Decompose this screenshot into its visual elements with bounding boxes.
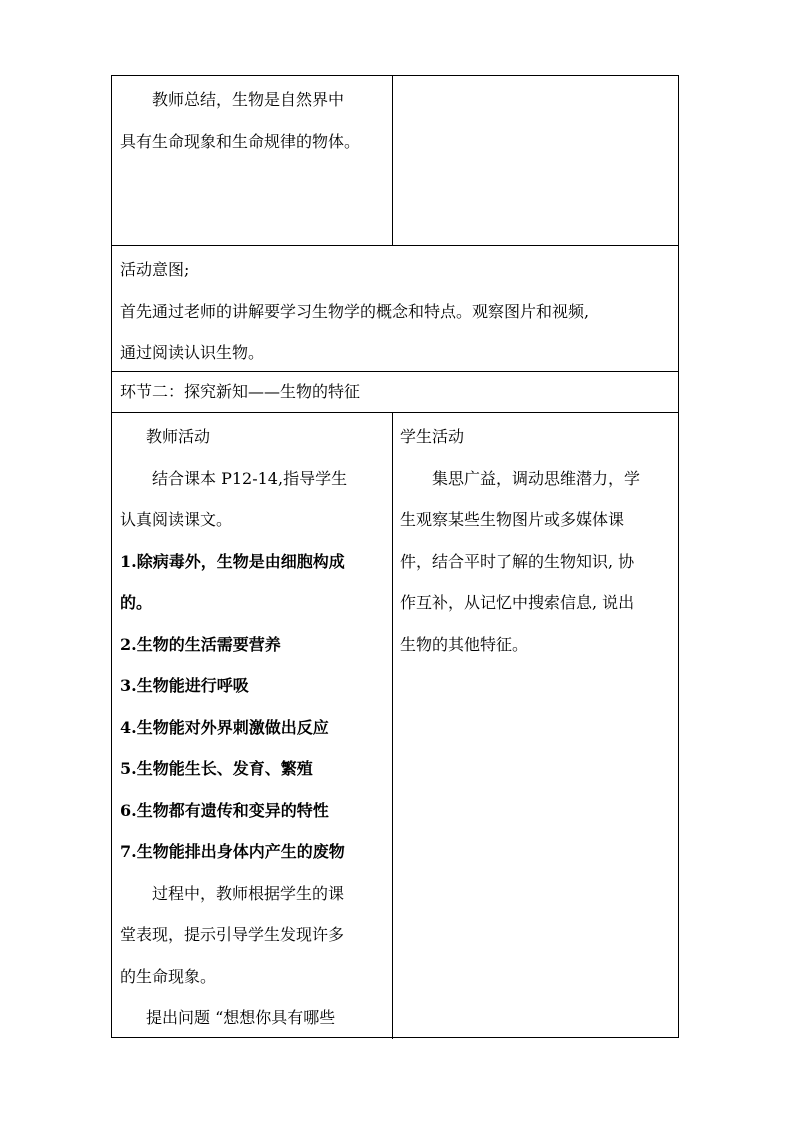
teacher-activity-cell (120, 416, 392, 1039)
feature-line-6: 5.生物能生长、发育、繁殖 (120, 759, 313, 778)
student-line-3: 件，结合平时了解的生物知识, 协 (400, 551, 635, 571)
summary-line-2: 具有生命现象和生命规律的物体。 (120, 131, 361, 151)
question-line: 提出问题 “想想你具有哪些 (146, 1008, 336, 1027)
student-line-2: 生观察某些生物图片或多媒体课 (400, 510, 625, 529)
feature-line-4: 3.生物能进行呼吸 (120, 676, 249, 695)
section2-header-cell (120, 373, 675, 411)
student-activity-cell (400, 416, 675, 665)
student-line-1: 集思广益，调动思维潜力，学 (432, 468, 641, 488)
intent-title: 活动意图; (120, 260, 190, 279)
intent-line-1: 首先通过老师的讲解要学习生物学的概念和特点。观察图片和视频, (120, 301, 590, 321)
teacher-intro-line-1: 结合课本 P12-14,指导学生 (152, 468, 348, 488)
process-line-2: 堂表现，提示引导学生发现许多 (120, 925, 345, 944)
feature-line-7: 6.生物都有遗传和变异的特性 (120, 800, 329, 820)
feature-line-5: 4.生物能对外界刺激做出反应 (120, 717, 329, 737)
feature-line-1: 1.除病毒外，生物是由细胞构成 (120, 551, 345, 571)
row-divider-3 (112, 412, 678, 413)
row-divider-1 (112, 245, 678, 246)
summary-line-1: 教师总结，生物是自然界中 (152, 90, 345, 109)
feature-line-8: 7.生物能排出身体内产生的废物 (120, 842, 345, 861)
feature-line-2: 的。 (120, 593, 153, 612)
column-divider-top (392, 76, 393, 245)
teacher-activity-title: 教师活动 (146, 427, 211, 446)
feature-line-3: 2.生物的生活需要营养 (120, 634, 281, 654)
section2-header: 环节二：探究新知——生物的特征 (120, 382, 361, 401)
intent-cell (120, 249, 675, 374)
student-activity-title: 学生活动 (400, 427, 465, 446)
summary-cell (120, 79, 392, 162)
student-line-5: 生物的其他特征。 (400, 634, 529, 654)
lesson-table (111, 75, 679, 1038)
column-divider-bottom (392, 412, 393, 1039)
intent-line-2: 通过阅读认识生物。 (120, 343, 265, 362)
process-line-1: 过程中，教师根据学生的课 (152, 883, 345, 903)
teacher-intro-line-2: 认真阅读课文。 (120, 510, 233, 529)
student-line-4: 作互补，从记忆中搜索信息, 说出 (400, 593, 635, 612)
process-line-3: 的生命现象。 (120, 966, 217, 986)
